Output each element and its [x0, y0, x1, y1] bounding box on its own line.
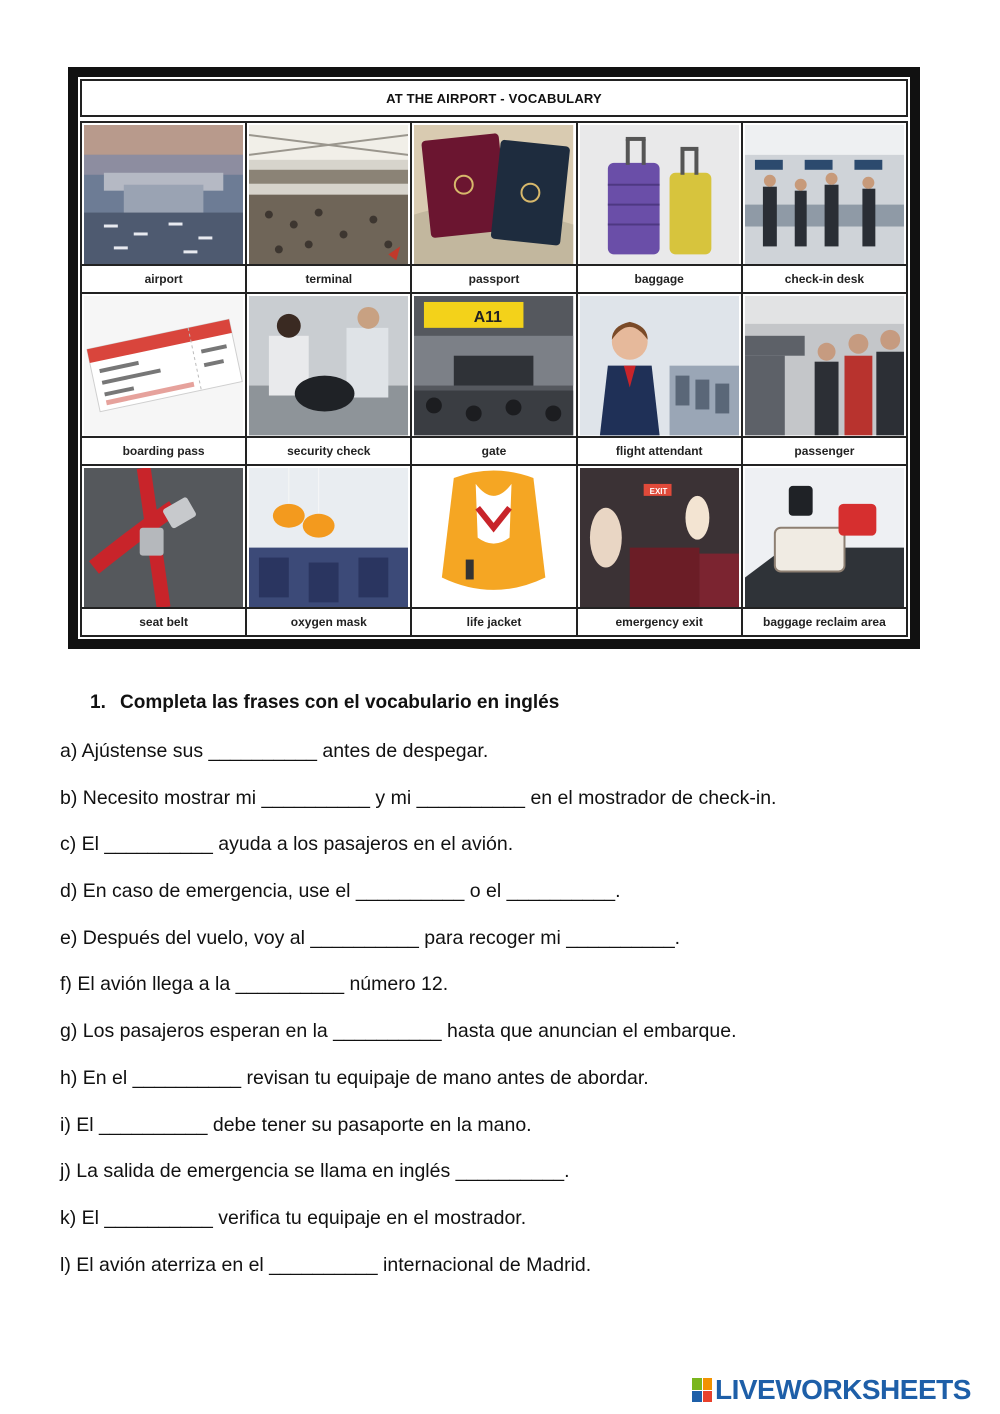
sentence-j[interactable]: j) La salida de emergencia se llama en inglés __________. [60, 1160, 570, 1183]
logo-mark-icon [692, 1378, 712, 1402]
sentence-k[interactable]: k) El __________ verifica tu equipaje en el mostrador. [60, 1206, 527, 1229]
vocab-cell-life-jacket [412, 466, 575, 635]
boarding-pass-photo [84, 296, 243, 435]
vocab-label-security-check: security check [247, 436, 410, 464]
sentence-i[interactable]: i) El __________ debe tener su pasaporte en la mano. [60, 1113, 532, 1136]
exercise-sentences [60, 738, 960, 1298]
sentence-a[interactable]: a) Ajústense sus __________ antes de despegar. [60, 740, 489, 762]
vocab-cell-gate [412, 294, 575, 463]
vocab-cell-airport [82, 123, 245, 292]
vocabulary-grid [80, 121, 908, 637]
logo-text: LIVEWORKSHEETS [715, 1374, 971, 1405]
security-check-photo [249, 296, 408, 435]
sentence-e[interactable]: e) Después del vuelo, voy al __________ para recoger mi __________. [60, 926, 681, 949]
exercise-instruction: Completa las frases con el vocabulario en inglés [120, 692, 560, 713]
vocab-cell-seat-belt [82, 466, 245, 635]
gate-photo [414, 296, 573, 435]
vocab-label-check-in-desk: check-in desk [743, 264, 906, 292]
vocab-cell-boarding-pass [82, 294, 245, 463]
flight-attendant-photo [580, 296, 739, 435]
vocab-cell-terminal [247, 123, 410, 292]
vocabulary-card [68, 67, 920, 649]
vocab-label-passport: passport [412, 264, 575, 292]
terminal-photo [249, 125, 408, 264]
vocab-label-boarding-pass: boarding pass [82, 436, 245, 464]
vocab-label-gate: gate [412, 436, 575, 464]
passport-photo [414, 125, 573, 264]
life-jacket-photo [414, 468, 573, 607]
sentence-f[interactable]: f) El avión llega a la __________ número 12. [60, 973, 449, 996]
vocab-label-emergency-exit: emergency exit [578, 607, 741, 635]
exit-sign-text: EXIT [649, 486, 667, 496]
airport-photo [84, 125, 243, 264]
exercise-number: 1. [90, 692, 106, 713]
gate-sign-text: A11 [474, 309, 503, 327]
vocab-label-airport: airport [82, 264, 245, 292]
vocab-label-life-jacket: life jacket [412, 607, 575, 635]
vocab-cell-baggage [578, 123, 741, 292]
vocab-label-seat-belt: seat belt [82, 607, 245, 635]
vocabulary-title: AT THE AIRPORT - VOCABULARY [80, 79, 908, 117]
baggage-photo [580, 125, 739, 264]
vocab-label-flight-attendant: flight attendant [578, 436, 741, 464]
vocab-cell-passport [412, 123, 575, 292]
vocabulary-card-inner [78, 77, 910, 639]
vocab-cell-flight-attendant [578, 294, 741, 463]
liveworksheets-logo[interactable] [692, 1374, 971, 1406]
vocab-cell-emergency-exit [578, 466, 741, 635]
vocab-cell-oxygen-mask [247, 466, 410, 635]
sentence-b[interactable]: b) Necesito mostrar mi __________ y mi __________ en el mostrador de check-in. [60, 786, 777, 809]
vocab-label-terminal: terminal [247, 264, 410, 292]
sentence-g[interactable]: g) Los pasajeros esperan en la __________ hasta que anuncian el embarque. [60, 1020, 737, 1043]
vocab-label-baggage-reclaim-area: baggage reclaim area [743, 607, 906, 635]
sentence-l[interactable]: l) El avión aterriza en el __________ internacional de Madrid. [60, 1253, 592, 1276]
sentence-d[interactable]: d) En caso de emergencia, use el __________ o el __________. [60, 880, 621, 903]
baggage-reclaim-photo [745, 468, 904, 607]
vocab-label-passenger: passenger [743, 436, 906, 464]
check-in-desk-photo [745, 125, 904, 264]
vocab-cell-passenger [743, 294, 906, 463]
vocab-label-baggage: baggage [578, 264, 741, 292]
sentence-h[interactable]: h) En el __________ revisan tu equipaje de mano antes de abordar. [60, 1066, 649, 1089]
vocab-cell-baggage-reclaim-area [743, 466, 906, 635]
seat-belt-photo [84, 468, 243, 607]
vocab-cell-security-check [247, 294, 410, 463]
emergency-exit-photo [580, 468, 739, 607]
exercise-heading [90, 692, 559, 714]
oxygen-mask-photo [249, 468, 408, 607]
vocab-label-oxygen-mask: oxygen mask [247, 607, 410, 635]
passenger-photo [745, 296, 904, 435]
vocab-cell-check-in-desk [743, 123, 906, 292]
sentence-c[interactable]: c) El __________ ayuda a los pasajeros en el avión. [60, 833, 514, 856]
